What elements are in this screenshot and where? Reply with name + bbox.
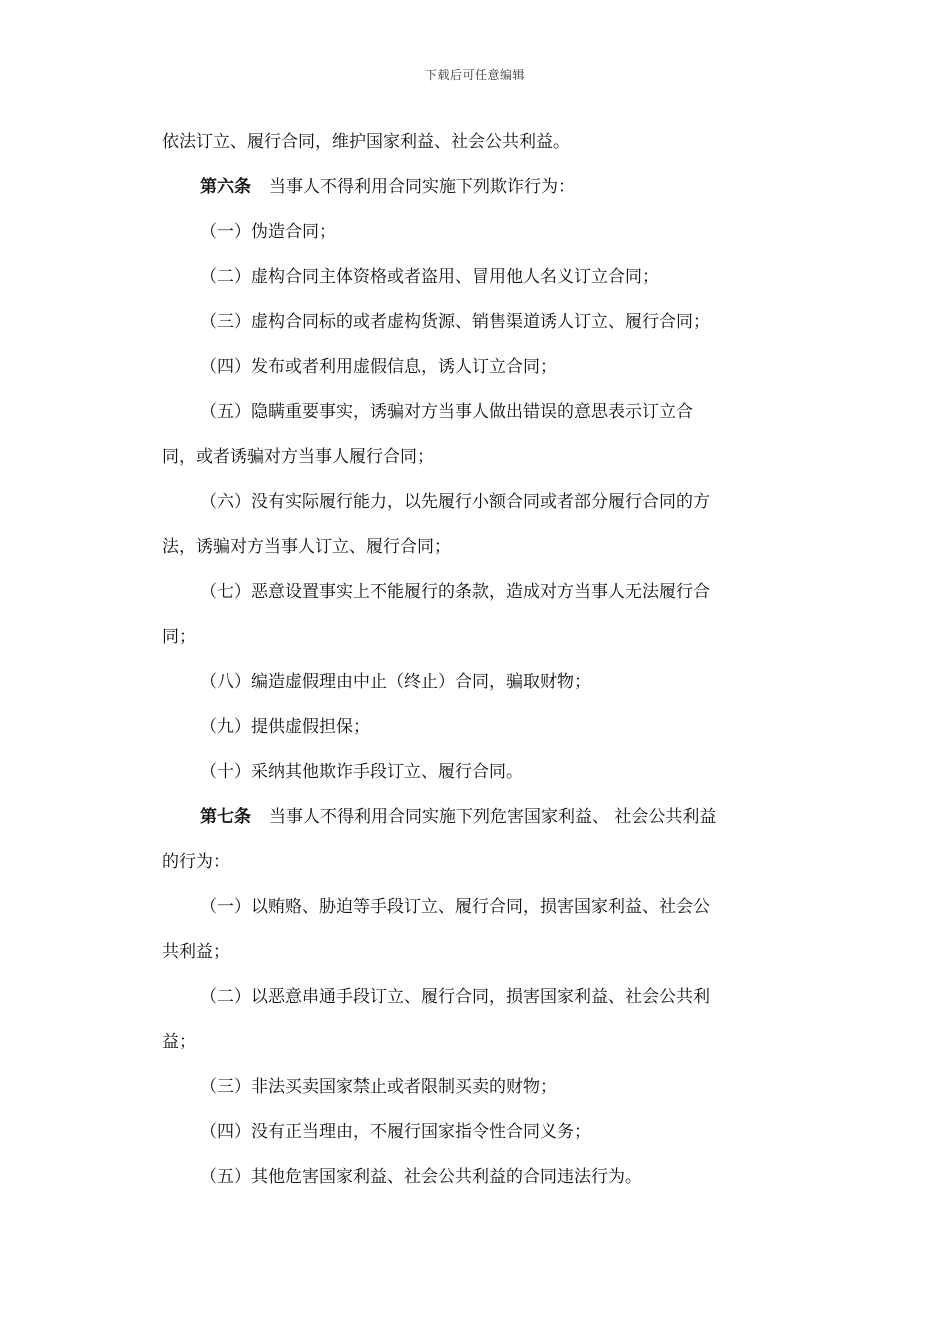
line-text: 益； [162, 1032, 196, 1052]
list-item [162, 885, 792, 930]
line-text: 当事人不得利用合同实施下列欺诈行为： [269, 177, 575, 197]
line-text: （四）发布或者利用虚假信息，诱人订立合同； [200, 357, 557, 377]
line-text: （二）以恶意串通手段订立、履行合同，损害国家利益、社会公共利 [200, 987, 710, 1007]
document-body [162, 120, 792, 1200]
list-item-continuation [162, 930, 792, 975]
list-item [162, 1155, 792, 1200]
line-text: （四）没有正当理由，不履行国家指令性合同义务； [200, 1122, 591, 1142]
line-text: 共利益； [162, 942, 230, 962]
line-text: （三）非法买卖国家禁止或者限制买卖的财物； [200, 1077, 557, 1097]
list-item-continuation [162, 525, 792, 570]
paragraph-line [162, 120, 792, 165]
line-text: 当事人不得利用合同实施下列危害国家利益、 社会公共利益 [269, 807, 717, 827]
line-text: （七）恶意设置事实上不能履行的条款，造成对方当事人无法履行合 [200, 582, 710, 602]
line-text: （五）其他危害国家利益、社会公共利益的合同违法行为。 [200, 1167, 642, 1187]
line-text: 同，或者诱骗对方当事人履行合同； [162, 447, 434, 467]
line-text: （五）隐瞒重要事实，诱骗对方当事人做出错误的意思表示订立合 [200, 402, 693, 422]
list-item [162, 480, 792, 525]
list-item [162, 570, 792, 615]
line-text: （十）采纳其他欺诈手段订立、履行合同。 [200, 762, 523, 782]
line-text: （六）没有实际履行能力，以先履行小额合同或者部分履行合同的方 [200, 492, 710, 512]
list-item [162, 660, 792, 705]
article-heading-line [162, 165, 792, 210]
line-text: 法，诱骗对方当事人订立、履行合同； [162, 537, 451, 557]
article-number: 第六条 [200, 177, 251, 197]
list-item [162, 1065, 792, 1110]
line-text: （二）虚构合同主体资格或者盗用、冒用他人名义订立合同； [200, 267, 659, 287]
line-text: （一）伪造合同； [200, 222, 336, 242]
list-item [162, 255, 792, 300]
list-item [162, 975, 792, 1020]
list-item [162, 705, 792, 750]
article-heading-line [162, 795, 792, 840]
list-item-continuation [162, 615, 792, 660]
line-text: （三）虚构合同标的或者虚构货源、销售渠道诱人订立、履行合同； [200, 312, 710, 332]
line-text: 的行为： [162, 852, 230, 872]
article-number: 第七条 [200, 807, 251, 827]
line-text: 同； [162, 627, 196, 647]
line-text: （九）提供虚假担保； [200, 717, 370, 737]
list-item [162, 300, 792, 345]
list-item [162, 390, 792, 435]
list-item [162, 1110, 792, 1155]
list-item [162, 210, 792, 255]
list-item-continuation [162, 1020, 792, 1065]
paragraph-continuation [162, 840, 792, 885]
list-item-continuation [162, 435, 792, 480]
line-text: （一）以贿赂、胁迫等手段订立、履行合同，损害国家利益、社会公 [200, 897, 710, 917]
line-text: （八）编造虚假理由中止（终止）合同，骗取财物； [200, 672, 591, 692]
page-header: 下载后可任意编辑 [424, 68, 525, 82]
list-item [162, 345, 792, 390]
line-text: 依法订立、履行合同，维护国家利益、社会公共利益。 [162, 132, 570, 152]
list-item [162, 750, 792, 795]
